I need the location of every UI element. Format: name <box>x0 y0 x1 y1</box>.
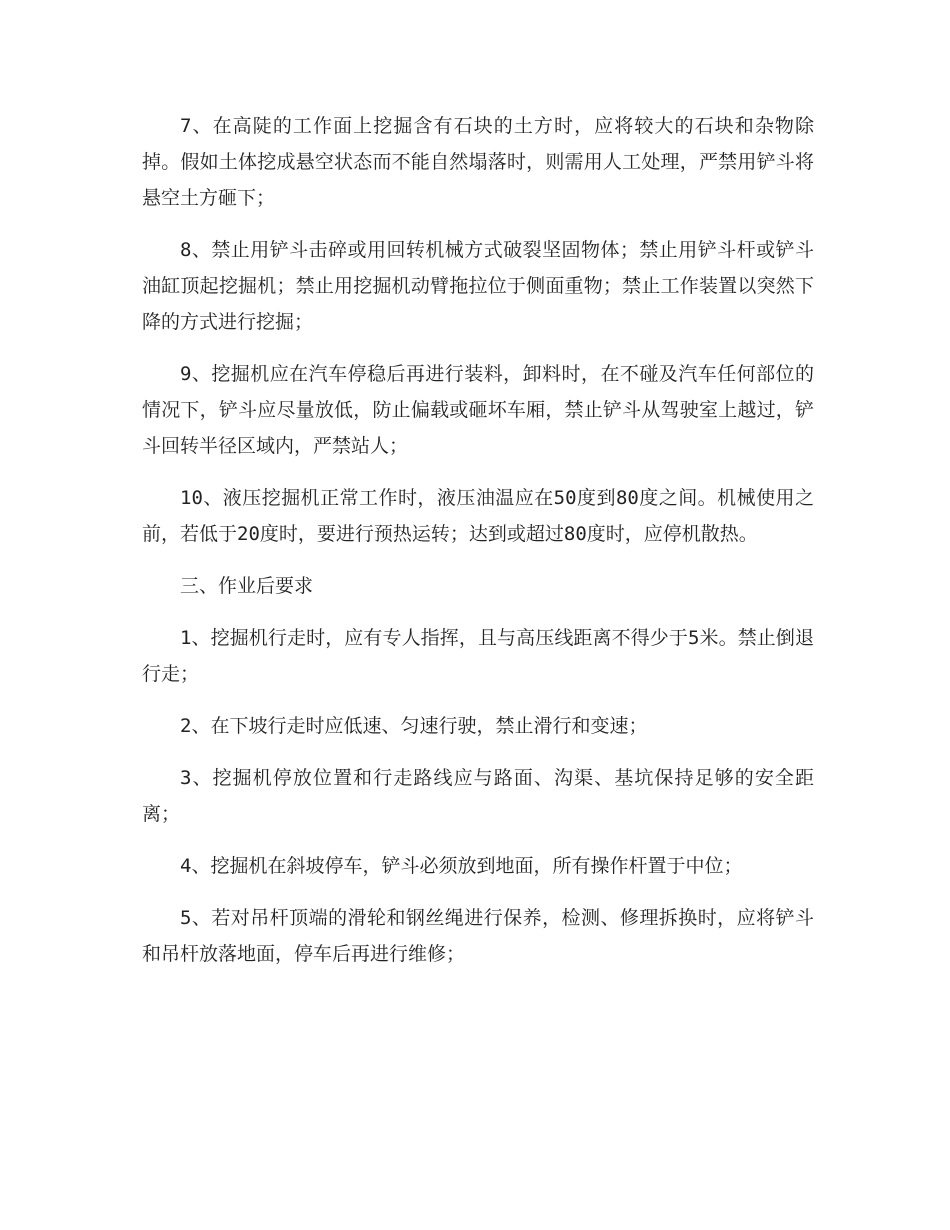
paragraph-item-8: 8、禁止用铲斗击碎或用回转机械方式破裂坚固物体；禁止用铲斗杆或铲斗油缸顶起挖掘机；禁止用挖掘机动臂拖拉位于侧面重物；禁止工作装置以突然下降的方式进行挖掘； <box>142 239 814 333</box>
paragraph-item-9: 9、挖掘机应在汽车停稳后再进行装料，卸料时，在不碰及汽车任何部位的情况下，铲斗应尽量放低，防止偏载或砸坏车厢，禁止铲斗从驾驶室上越过，铲斗回转半径区域内，严禁站人； <box>142 363 814 457</box>
after-item-4: 4、挖掘机在斜坡停车，铲斗必须放到地面，所有操作杆置于中位； <box>180 855 743 877</box>
document-body <box>142 108 814 988</box>
paragraph-item-7: 7、在高陡的工作面上挖掘含有石块的土方时，应将较大的石块和杂物除掉。假如土体挖成悬空状态而不能自然塌落时，则需用人工处理，严禁用铲斗将悬空土方砸下； <box>142 115 814 209</box>
section-heading: 三、作业后要求 <box>180 575 314 597</box>
after-item-1: 1、挖掘机行走时，应有专人指挥，且与高压线距离不得少于5米。禁止倒退行走； <box>142 627 814 685</box>
after-item-5: 5、若对吊杆顶端的滑轮和钢丝绳进行保养，检测、修理拆换时，应将铲斗和吊杆放落地面，停车后再进行维修； <box>142 907 814 965</box>
after-item-2: 2、在下坡行走时应低速、匀速行驶，禁止滑行和变速； <box>180 715 648 737</box>
paragraph-item-10: 10、液压挖掘机正常工作时，液压油温应在50度到80度之间。机械使用之前，若低于20度时，要进行预热运转；达到或超过80度时，应停机散热。 <box>142 487 814 545</box>
after-item-3: 3、挖掘机停放位置和行走路线应与路面、沟渠、基坑保持足够的安全距离； <box>142 767 814 825</box>
